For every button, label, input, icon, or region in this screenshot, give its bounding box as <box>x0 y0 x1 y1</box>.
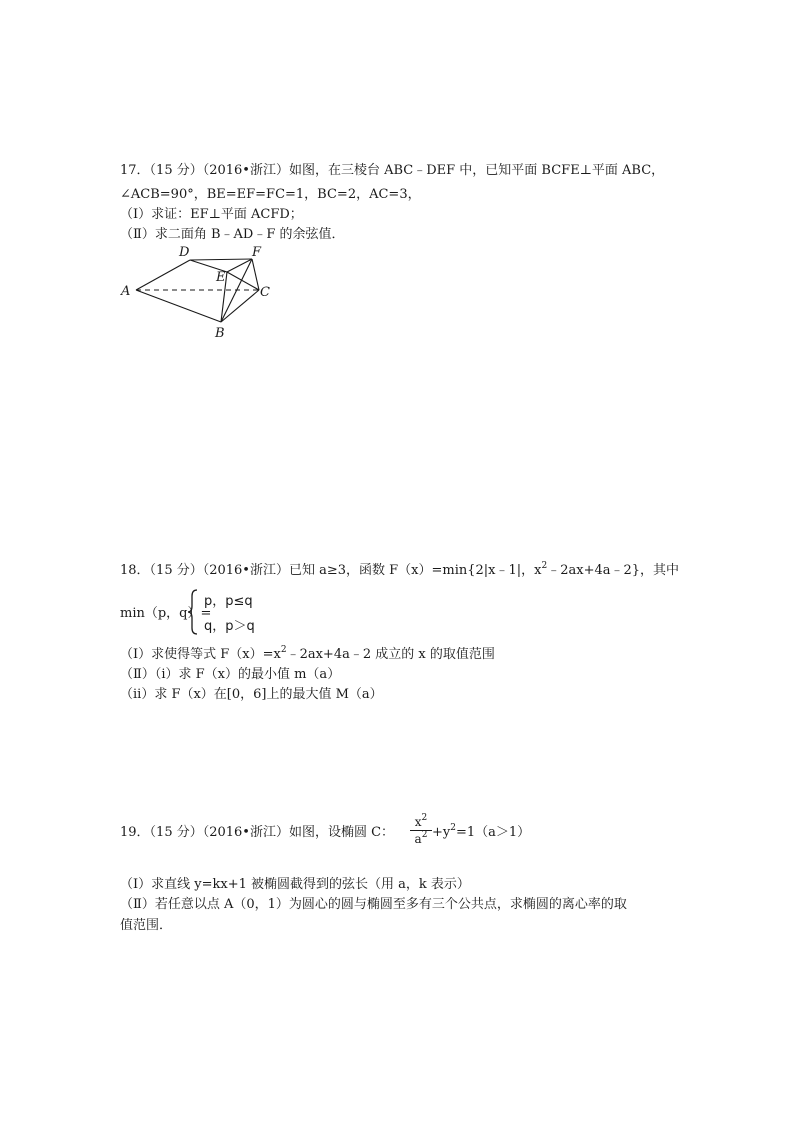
problem-18-line-1 <box>120 562 679 581</box>
problem-18-part-1-b: ﹣2ax+4a﹣2 成立的 x 的取值范围 <box>286 647 495 662</box>
numerator-var: x <box>414 815 422 829</box>
plus-y: +y <box>432 825 451 840</box>
vertex-label-e: E <box>216 270 226 285</box>
problem-17-part-1: （Ⅰ）求证：EF⊥平面 ACFD； <box>120 207 303 222</box>
vertex-label-c: C <box>260 285 270 300</box>
edge-ec <box>227 272 259 290</box>
equals-one: =1（a＞1） <box>455 825 531 840</box>
edge-ab <box>136 290 221 322</box>
edge-ad <box>136 260 190 290</box>
fraction-bar <box>410 830 432 831</box>
problem-17-line-1: 17．（15 分）（2016•浙江）如图，在三棱台 ABC﹣DEF 中，已知平面 BCFE⊥平面 ABC， <box>120 163 665 178</box>
vertex-label-d: D <box>179 245 190 260</box>
problem-17-line-2: ∠ACB=90°，BE=EF=FC=1，BC=2，AC=3， <box>120 187 421 202</box>
problem-18-part-1-a: （Ⅰ）求使得等式 F（x）=x <box>120 647 281 662</box>
case-2: q，p＞q <box>204 619 255 634</box>
problem-18-part-2: （Ⅱ）（i）求 F（x）的最小值 m（a） <box>120 667 341 682</box>
edge-bc <box>221 290 259 322</box>
problem-19-part-1: （Ⅰ）求直线 y=kx+1 被椭圆截得到的弦长（用 a，k 表示） <box>120 877 470 892</box>
numerator-exponent: 2 <box>421 813 428 823</box>
min-label: min（p，q）= <box>120 606 212 621</box>
edge-df <box>190 259 252 260</box>
vertex-label-f: F <box>252 245 262 260</box>
problem-18-part-1 <box>120 646 495 665</box>
problem-18-line-1-a: 18．（15 分）（2016•浙江）已知 a≥3，函数 F（x）=min{2|x﹣1|，x <box>120 563 542 578</box>
ellipse-fraction <box>410 815 432 846</box>
problem-19-part-2-cont: 值范围． <box>120 918 173 933</box>
edge-fc <box>252 259 259 290</box>
vertex-label-b: B <box>215 326 225 340</box>
vertex-label-a: A <box>121 284 131 299</box>
exponent: 2 <box>450 823 456 833</box>
problem-17-part-2: （Ⅱ）求二面角 B﹣AD﹣F 的余弦值． <box>120 227 345 242</box>
problem-18-line-1-b: ﹣2ax+4a﹣2}，其中 <box>547 563 680 578</box>
denominator-var: a <box>414 832 422 846</box>
fraction-denominator <box>410 832 432 846</box>
denominator-exponent: 2 <box>421 830 428 840</box>
problem-19-line-1-b <box>432 824 530 843</box>
case-1: p，p≤q <box>204 594 253 609</box>
problem-19-part-2: （Ⅱ）若任意以点 A（0，1）为圆心的圆与椭圆至多有三个公共点，求椭圆的离心率的取 <box>120 897 627 912</box>
left-brace-icon <box>186 588 200 636</box>
problem-18-part-3: （ii）求 F（x）在[0，6]上的最大值 M（a） <box>120 687 383 702</box>
exponent: 2 <box>541 561 548 571</box>
frustum-figure <box>118 244 288 340</box>
fraction-numerator <box>410 815 432 829</box>
exponent: 2 <box>280 645 287 655</box>
problem-19-line-1-a: 19．（15 分）（2016•浙江）如图，设椭圆 C： <box>120 825 395 840</box>
